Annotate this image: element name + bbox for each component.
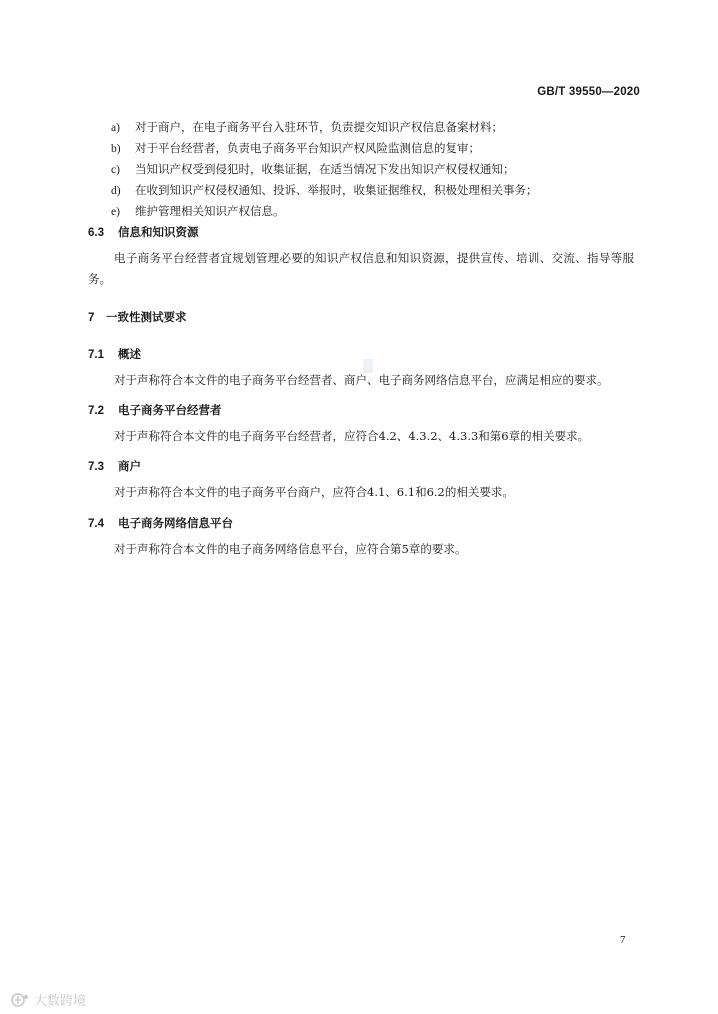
watermark — [10, 990, 86, 1009]
section-number: 6.3 — [88, 227, 104, 239]
section-body-6-3: 电子商务平台经营者宜规划管理必要的知识产权信息和知识资源，提供宣传、培训、交流、指导等服务。 — [88, 251, 634, 286]
section-number: 7.3 — [88, 461, 104, 473]
list-item — [111, 201, 651, 222]
list-marker: c) — [111, 164, 120, 176]
section-heading-6-3 — [88, 224, 199, 240]
section-title: 一致性测试要求 — [106, 310, 187, 324]
duty-list — [111, 117, 651, 222]
list-marker: e) — [111, 206, 120, 218]
section-number: 7.1 — [88, 349, 104, 361]
section-body-7-3: 对于声称符合本文件的电子商务平台商户，应符合4.1、6.1和6.2的相关要求。 — [114, 485, 514, 499]
section-body-7-2: 对于声称符合本文件的电子商务平台经营者，应符合4.2、4.3.2、4.3.3和第6章的相关要求。 — [114, 429, 590, 443]
list-item — [111, 180, 651, 201]
section-title: 电子商务网络信息平台 — [118, 516, 233, 530]
section-title: 商户 — [118, 459, 141, 473]
page-number: 7 — [620, 934, 626, 946]
section-title: 信息和知识资源 — [118, 225, 199, 239]
section-body-7-4: 对于声称符合本文件的电子商务网络信息平台，应符合第5章的要求。 — [114, 542, 467, 556]
section-title: 概述 — [118, 347, 141, 361]
list-item-text: 在收到知识产权侵权通知、投诉、举报时，收集证据维权，积极处理相关事务； — [135, 183, 538, 197]
standard-code: GB/T 39550—2020 — [537, 86, 640, 98]
list-item-text: 对于商户，在电子商务平台入驻环节，负责提交知识产权信息备案材料； — [135, 120, 503, 134]
section-heading-7 — [88, 309, 187, 325]
section-heading-7-1 — [88, 346, 141, 362]
list-item — [111, 159, 651, 180]
list-marker: d) — [111, 185, 121, 197]
list-item-text: 维护管理相关知识产权信息。 — [135, 204, 285, 218]
section-heading-7-4 — [88, 515, 233, 531]
section-number: 7.4 — [88, 518, 104, 530]
watermark-text: 大数跨境 — [34, 994, 87, 1009]
watermark-logo-icon — [10, 992, 30, 1008]
list-item — [111, 138, 651, 159]
list-marker: b) — [111, 143, 121, 155]
section-number: 7 — [88, 312, 95, 324]
list-item-text: 当知识产权受到侵犯时，收集证据，在适当情况下发出知识产权侵权通知； — [135, 162, 515, 176]
section-number: 7.2 — [88, 405, 104, 417]
section-heading-7-2 — [88, 402, 222, 418]
section-body-7-1: 对于声称符合本文件的电子商务平台经营者、商户、电子商务网络信息平台，应满足相应的要求。 — [114, 373, 609, 387]
list-marker: a) — [111, 122, 120, 134]
list-item — [111, 117, 651, 138]
section-title: 电子商务平台经营者 — [118, 403, 222, 417]
section-heading-7-3 — [88, 458, 141, 474]
list-item-text: 对于平台经营者，负责电子商务平台知识产权风险监测信息的复审； — [135, 141, 480, 155]
